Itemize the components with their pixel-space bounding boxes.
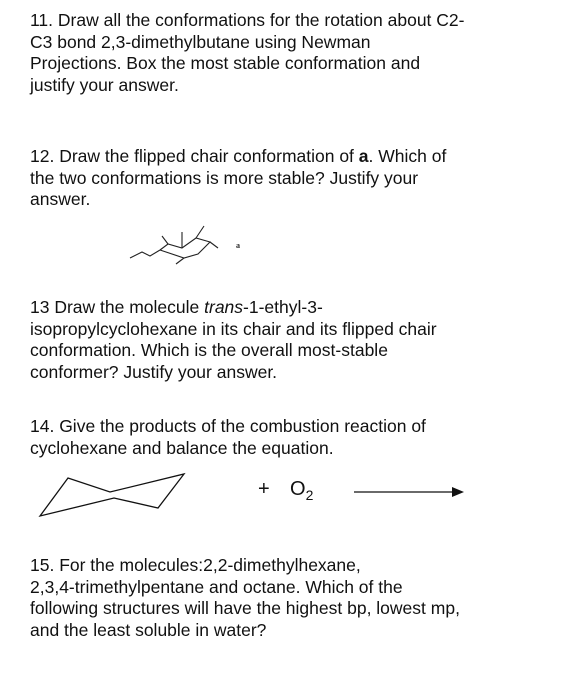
q11-line-2: C3 bond 2,3-dimethylbutane using Newman [30,31,371,52]
q12-line-2: the two conformations is more stable? Justify your [30,167,419,188]
structure-label-a: a [236,241,240,250]
q11-line-3: Projections. Box the most stable conformation and [30,53,421,73]
oxygen-subscript: 2 [305,487,314,503]
q11-line-4: justify your answer. [30,74,179,95]
q15-line-1: 15. For the molecules:2,2-dimethylhexane, [30,555,361,575]
oxygen-formula [290,478,313,503]
q13-prefix: 13 Draw the molecule [30,297,205,317]
q13-suffix: -1-ethyl-3- [243,297,323,317]
question-13 [30,297,563,383]
q13-line-2: isopropylcyclohexane in its chair and its flipped chair [30,318,437,339]
q15-line-2: 2,3,4-trimethylpentane and octane. Which of the [30,576,403,597]
q14-line-1: 14. Give the products of the combustion reaction of [30,416,426,436]
question-11 [30,10,563,96]
q13-line-4: conformer? Justify your answer. [30,361,278,382]
q12-molecule-ref: a [358,146,369,166]
plus-sign: + [258,478,270,500]
q15-line-4: and the least soluble in water? [30,619,267,640]
question-12 [30,146,563,211]
reaction-arrow-icon [354,484,466,500]
question-15 [30,555,563,641]
q12-prefix: 12. Draw the flipped chair conformation of [30,146,359,166]
q13-line-3: conformation. Which is the overall most-stable [30,340,388,360]
q14-line-2: cyclohexane and balance the equation. [30,437,334,458]
q15-line-3: following structures will have the highest bp, lowest mp, [30,598,460,618]
q12-line-1 [30,146,563,168]
question-14 [30,416,563,459]
q12-line-3: answer. [30,189,91,209]
chair-structure-a-icon [122,218,252,270]
q13-line-1 [30,297,563,319]
oxygen-symbol: O [290,478,306,500]
q13-trans-label: trans [204,297,244,317]
q12-suffix: . Which of [368,146,447,166]
cyclohexane-chair-icon [36,466,196,526]
q11-line-1: 11. Draw all the conformations for the rotation about C2- [30,10,465,30]
